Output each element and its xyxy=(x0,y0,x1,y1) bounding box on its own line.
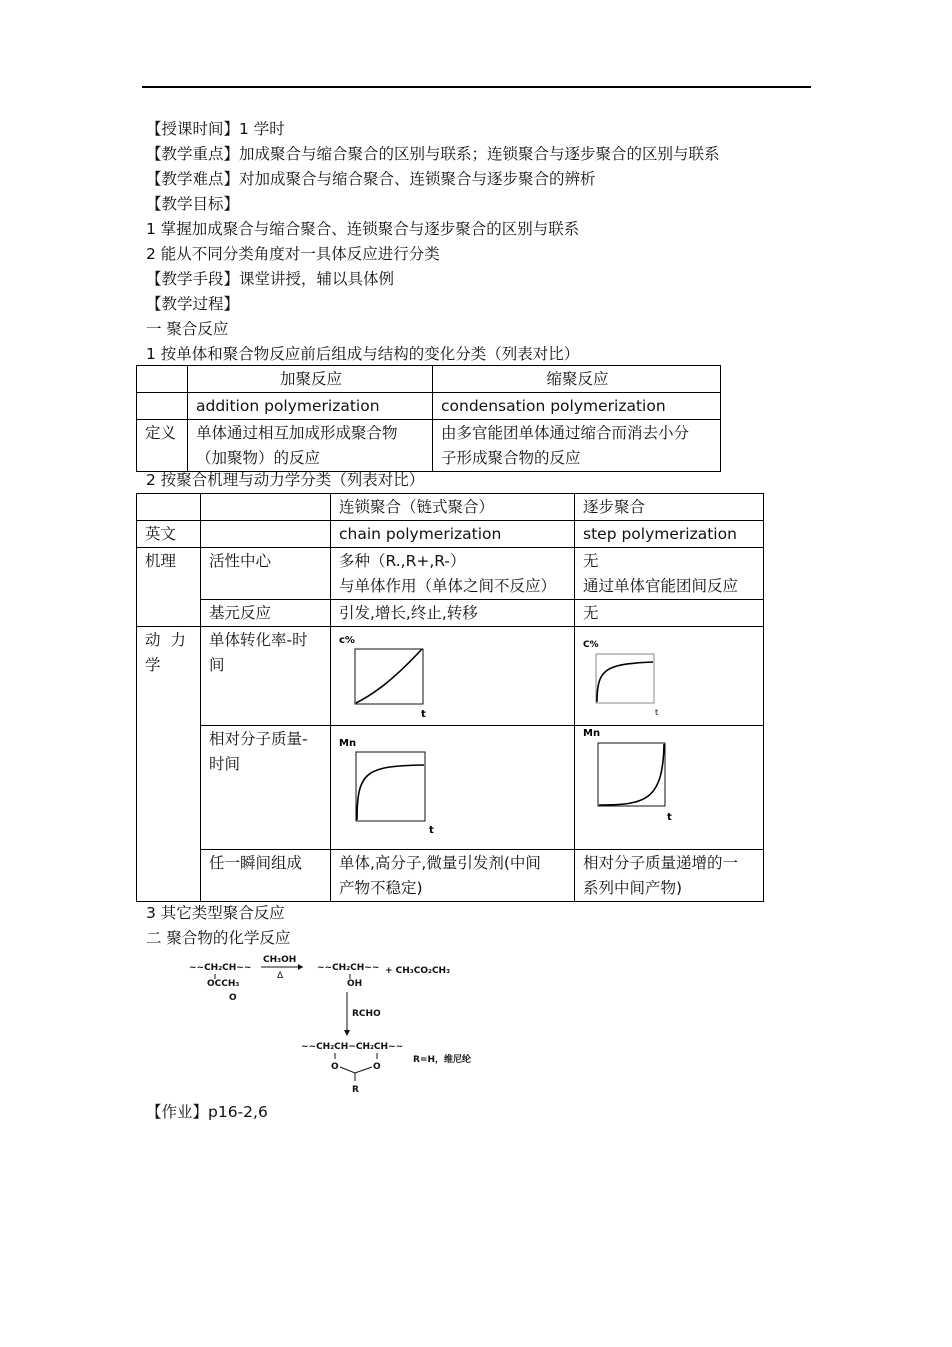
addition-condensation-table xyxy=(136,365,721,472)
header-rule xyxy=(142,86,811,88)
conv-chain-plot xyxy=(331,627,560,725)
table2-instant: 任一瞬间组成 xyxy=(201,850,331,902)
conv-step-plot-cell xyxy=(575,627,764,726)
homework: 【作业】p16-2,6 xyxy=(146,1103,268,1121)
instant-step-line1: 相对分子质量递增的一 xyxy=(583,854,739,872)
chemical-reaction-scheme xyxy=(185,950,505,1100)
reagent-aldehyde: RCHO xyxy=(352,1009,381,1019)
teaching-means: 【教学手段】课堂讲授，辅以具体例 xyxy=(146,270,395,288)
conv-step-ylabel: C% xyxy=(583,640,599,650)
vinylon-note: R=H，维尼纶 xyxy=(413,1055,472,1065)
def-addition-line1: 单体通过相互加成形成聚合物 xyxy=(196,424,398,442)
section1-sub2: 2 按聚合机理与动力学分类（列表对比） xyxy=(146,471,425,489)
reactant-chain: ~~CH₂CH~~ xyxy=(189,963,252,973)
reactant-carbonyl-o: O xyxy=(229,993,237,1003)
mw-chain-plot-cell xyxy=(331,726,575,850)
mw-step-plot-cell xyxy=(575,726,764,850)
table1-corner xyxy=(137,366,188,393)
mw-chain-plot xyxy=(331,726,560,849)
chain-step-table xyxy=(136,493,764,902)
table2-mw-time xyxy=(201,726,331,850)
teaching-process: 【教学过程】 xyxy=(146,295,240,313)
active-chain-line1: 多种（R.,R+,R-） xyxy=(339,552,466,570)
conv-time-line2: 间 xyxy=(209,656,225,674)
table1-header-condensation: 缩聚反应 xyxy=(433,366,721,393)
section1-sub3: 3 其它类型聚合反应 xyxy=(146,904,285,922)
difficulties: 【教学难点】对加成聚合与缩合聚合、连锁聚合与逐步聚合的辨析 xyxy=(146,170,596,188)
def-condensation-line2: 子形成聚合物的反应 xyxy=(441,449,581,467)
mw-chain-ylabel: Mn xyxy=(339,738,357,749)
table2-en-chain: chain polymerization xyxy=(331,521,575,548)
conv-time-line1: 单体转化率-时 xyxy=(209,631,308,649)
instant-chain-line2: 产物不稳定) xyxy=(339,879,423,897)
active-step-line2: 通过单体官能团间反应 xyxy=(583,577,739,595)
table2-mech-label: 机理 xyxy=(137,548,201,627)
reagent-methanol: CH₃OH xyxy=(263,955,297,965)
table1-en-label xyxy=(137,393,188,420)
objective-1: 1 掌握加成聚合与缩合聚合、连锁聚合与逐步聚合的区别与联系 xyxy=(146,220,580,238)
table2-active-chain xyxy=(331,548,575,600)
table2-en-empty xyxy=(201,521,331,548)
acetal-oxygen-1: O xyxy=(331,1062,339,1072)
table1-header-addition: 加聚反应 xyxy=(188,366,433,393)
product-hydroxyl: OH xyxy=(347,979,363,989)
table1-def-condensation xyxy=(433,420,721,472)
table2-kinetics-label xyxy=(137,627,201,902)
table2-conv-time xyxy=(201,627,331,726)
table2-instant-chain xyxy=(331,850,575,902)
objectives-title: 【教学目标】 xyxy=(146,195,240,213)
reagent-heat: Δ xyxy=(277,971,284,981)
table1-def-label: 定义 xyxy=(137,420,188,472)
section2-title: 二 聚合物的化学反应 xyxy=(146,929,291,947)
active-chain-line2: 与单体作用（单体之间不反应） xyxy=(339,577,557,595)
mw-time-line2: 时间 xyxy=(209,755,241,773)
def-condensation-line1: 由多官能团单体通过缩合而消去小分 xyxy=(441,424,690,442)
lesson-time: 【授课时间】1 学时 xyxy=(146,120,285,138)
table2-en-label: 英文 xyxy=(137,521,201,548)
table2-header-step: 逐步聚合 xyxy=(575,494,764,521)
objective-2: 2 能从不同分类角度对一具体反应进行分类 xyxy=(146,245,440,263)
acetal-oxygen-2: O xyxy=(373,1062,381,1072)
down-arrow-icon xyxy=(344,1030,350,1036)
table2-elementary-chain: 引发,增长,终止,转移 xyxy=(331,600,575,627)
table2-en-step: step polymerization xyxy=(575,521,764,548)
table2-corner-b xyxy=(201,494,331,521)
table2-header-chain: 连锁聚合（链式聚合） xyxy=(331,494,575,521)
def-addition-line2: （加聚物）的反应 xyxy=(196,449,321,467)
mw-step-xlabel: t xyxy=(667,812,672,823)
table2-active-step xyxy=(575,548,764,600)
mw-time-line1: 相对分子质量- xyxy=(209,730,308,748)
instant-step-line2: 系列中间产物) xyxy=(583,879,683,897)
kinetics-label-line2: 学 xyxy=(145,656,161,674)
table2-active-center: 活性中心 xyxy=(201,548,331,600)
table2-corner-a xyxy=(137,494,201,521)
section1-title: 一 聚合反应 xyxy=(146,320,229,338)
conv-step-plot xyxy=(575,627,761,725)
acetal-chain: ~~CH₂CH−CH₂CH~~ xyxy=(301,1042,404,1052)
table1-en-condensation: condensation polymerization xyxy=(433,393,721,420)
mw-chain-xlabel: t xyxy=(429,825,434,836)
mw-step-ylabel: Mn xyxy=(583,728,601,739)
active-step-line1: 无 xyxy=(583,552,599,570)
mw-step-plot xyxy=(575,726,761,849)
table2-elementary-step: 无 xyxy=(575,600,764,627)
kinetics-label-line1: 动 力 xyxy=(145,631,186,649)
section1-sub1: 1 按单体和聚合物反应前后组成与结构的变化分类（列表对比） xyxy=(146,345,580,363)
acetal-r-group: R xyxy=(352,1085,359,1095)
instant-chain-line1: 单体,高分子,微量引发剂(中间 xyxy=(339,854,541,872)
conv-chain-xlabel: t xyxy=(421,709,426,720)
conv-step-xlabel: t xyxy=(655,708,659,717)
product-chain: ~~CH₂CH~~ xyxy=(317,963,380,973)
table2-instant-step xyxy=(575,850,764,902)
table2-elementary: 基元反应 xyxy=(201,600,331,627)
table1-def-addition xyxy=(188,420,433,472)
table1-en-addition: addition polymerization xyxy=(188,393,433,420)
reactant-acetate: OCCH₃ xyxy=(207,979,240,989)
byproduct: + CH₃CO₂CH₃ xyxy=(385,966,451,976)
key-points: 【教学重点】加成聚合与缩合聚合的区别与联系；连锁聚合与逐步聚合的区别与联系 xyxy=(146,145,720,163)
conv-chain-plot-cell xyxy=(331,627,575,726)
conv-chain-ylabel: c% xyxy=(339,635,355,646)
